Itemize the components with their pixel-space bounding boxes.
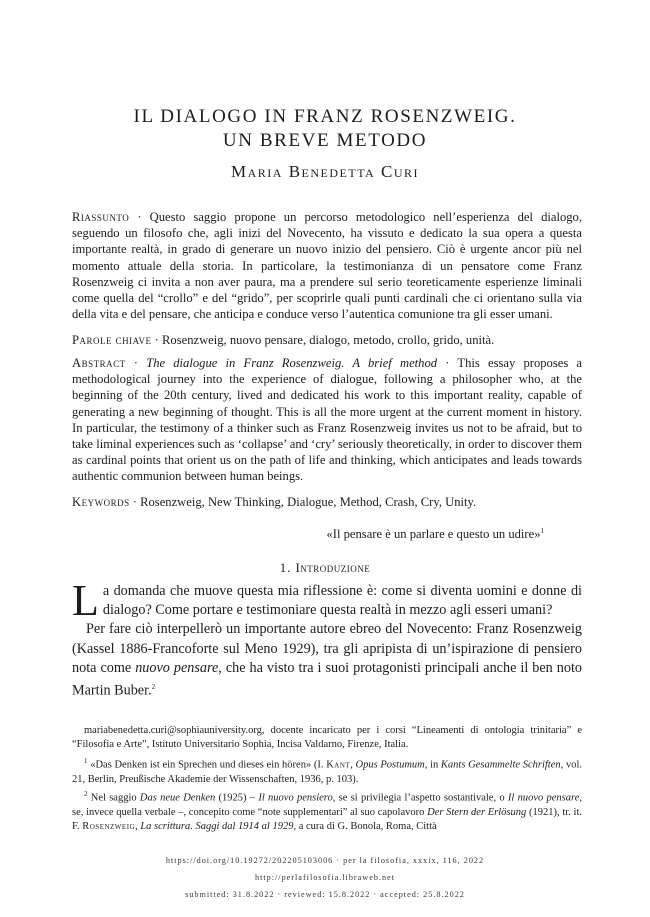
body-p2-part-b: , che ha visto tra i suoi protagonisti principali anche il ben noto Martin Buber. (72, 659, 582, 699)
footnote-2-text-g: , a cura di G. Bonola, Roma, Città (293, 821, 437, 833)
footnote-2-work-2: Il nuovo pensiero (258, 792, 333, 804)
body-p1-text: a domanda che muove questa mia riflessione è: come si diventa uomini e donne di dialogo? Come portare e testimoniare questa realtà in mezzo agli esseri umani? (102, 583, 582, 619)
footnote-2-text-c: , se si privilegia l’aspetto sostantivale, o (332, 792, 508, 804)
keywords-text: Rosenzweig, New Thinking, Dialogue, Method, Crash, Cry, Unity. (140, 495, 477, 509)
section-heading (0, 561, 650, 576)
footnote-1 (72, 754, 582, 787)
abstract-text: This essay proposes a methodological journey into the experience of dialogue, following a philosopher who, at the beginning of the 20th century, lived and dedicated his work to this important reality, capable of generating a new beginning of thought. This is all the more urgent at the current moment in history. In particular, the testimony of a thinker such as Franz Rosenzweig invites us not to be afraid, but to take liminal experiences such as ‘collapse’ and ‘cry’ seriously theoretically, in order to discover them as cardinal points that orient us on the path of life and thinking, which anticipates and leads towards authentic communion between human beings. (72, 356, 582, 484)
body-paragraph-2 (72, 620, 582, 701)
section-number: 1. (279, 561, 292, 575)
title-line-2: UN BREVE METODO (222, 130, 428, 151)
footnote-2-work-1: Das neue Denken (139, 792, 216, 804)
riassunto-label: Riassunto (72, 210, 130, 224)
footnote-1-text-d: , vol. 21, Berlin, Preußische Akademie der Wissenschaften, 1936, p. 103). (72, 759, 583, 786)
footnote-1-number: 1 (84, 757, 88, 766)
footnote-ref-1[interactable]: 1 (540, 527, 544, 535)
footnote-1-series: Kants Gesammelte Schriften (440, 759, 561, 771)
footnote-2-text-a: Nel saggio (90, 792, 140, 804)
footnote-1-text-a: «Das Denken ist ein Sprechen und dieses ein hören» (I. (90, 759, 327, 771)
footer-doi[interactable]: https://doi.org/10.19272/202205103006 · per la filosofia, xxxix, 116, 2022 (165, 856, 485, 865)
section-title: Introduzione (295, 561, 371, 575)
footnote-2-text-b: (1925) – (215, 792, 259, 804)
epigraph-text: «Il pensare è un parlare e questo un udire» (326, 527, 541, 542)
footnote-2-text-e: (1921), tr. it. F. (72, 807, 582, 833)
parole-chiave-label: Parole chiave (72, 333, 152, 347)
footnote-2-author: Rosenzweig (82, 821, 136, 833)
title-line-1: IL DIALOGO IN FRANZ ROSENZWEIG. (133, 106, 517, 127)
body-p2-part-a: Per fare ciò interpellerò un importante autore ebreo del Novecento: Franz Rosenzweig (Kassel 1886-Francoforte sul Meno 1929), tra gli apripista di un’ispirazione di pensiero nota come (72, 621, 582, 676)
footer-url[interactable]: http://perlafilosofia.libraweb.net (255, 873, 395, 882)
keywords-block: Keywords · Rosenzweig, New Thinking, Dialogue, Method, Crash, Cry, Unity. (72, 495, 477, 509)
footnote-2-text-d: , se, invece quella verbale –, concepito come “note supplementari” al suo capolavoro (72, 792, 582, 819)
footnote-2-work-4: Der Stern der Erlösung (427, 807, 527, 819)
footnote-1-text-b: , (350, 759, 356, 771)
footnote-2-work-5: La scrittura. Saggi dal 1914 al 1929 (140, 821, 294, 833)
footnotes (72, 724, 582, 834)
paper-title (0, 105, 650, 153)
body-text (72, 576, 582, 701)
footnote-2-text-f: , (135, 821, 141, 833)
footer-dates: submitted: 31.8.2022 · reviewed: 15.8.2022 · accepted: 25.8.2022 (185, 890, 465, 899)
parole-chiave-block: Parole chiave · Rosenzweig, nuovo pensare, dialogo, metodo, crollo, grido, unità. (72, 333, 495, 347)
abstract-title: The dialogue in Franz Rosenzweig. A brief method (146, 356, 438, 370)
drop-cap: L (72, 576, 99, 625)
footnote-2-number: 2 (84, 790, 88, 799)
abstract-label: Abstract (72, 356, 126, 370)
keywords-label: Keywords (72, 495, 130, 509)
body-p2-italic: nuovo pensare (135, 659, 219, 676)
footnote-2-work-3: Il nuovo pensare (507, 792, 580, 804)
footnote-1-author: Kant (326, 759, 351, 771)
parole-chiave-text: Rosenzweig, nuovo pensare, dialogo, metodo, crollo, grido, unità. (162, 333, 495, 347)
footnote-ref-2[interactable]: 2 (151, 683, 156, 692)
body-paragraph-1 (72, 576, 582, 625)
footnote-2 (72, 787, 582, 834)
footnote-1-work: Opus Postumum (355, 759, 425, 771)
footnote-1-text-c: , in (424, 759, 441, 771)
riassunto-block: Riassunto · Questo saggio propone un percorso metodologico nell’esperienza del dialogo, seguendo un filosofo che, agli inizi del Novecento, ha vissuto e dedicato la sua opera a questa importante realtà, in grado di generare un nuovo inizio del pensiero. Ciò è urgente ancor più nel momento attuale della storia. In particolare, la testimonianza di un pensatore come Franz Rosenzweig ci invita a non aver paura, ma a prendere sul serio teoreticamente esperienze liminali come quella del “crollo” e del “grido”, per scoprirle quali punti cardinali che ci orientano sulla via della vita e del pensare, che anticipa e conduce verso l’autentica comunione tra gli esser umani. (72, 210, 582, 322)
author-name: Maria Benedetta Curi (231, 162, 419, 181)
abstract-block: Abstract · The dialogue in Franz Rosenzweig. A brief method · This essay proposes a methodological journey into the experience of dialogue, following a philosopher who, at the beginning of the 20th century, lived and dedicated his work to this important reality, capable of generating a new beginning of thought. This is all the more urgent at the current moment in history. In particular, the testimony of a thinker such as Franz Rosenzweig invites us not to be afraid, but to take liminal experiences such as ‘collapse’ and ‘cry’ seriously theoretically, in order to discover them as cardinal points that orient us on the path of life and thinking, which anticipates and leads towards authentic communion between human beings. (72, 356, 582, 484)
affiliation-note: mariabenedetta.curi@sophiauniversity.org, docente incaricato per i corsi “Lineamenti di ontologia trinitaria” e “Filosofia e Arte”, Istituto Universitario Sophia, Incisa Valdarno, Firenze, Italia. (72, 725, 582, 751)
epigraph (326, 527, 544, 542)
riassunto-text: Questo saggio propone un percorso metodologico nell’esperienza del dialogo, seguendo un filosofo che, agli inizi del Novecento, ha vissuto e dedicato la sua opera a questa importante realtà, in grado di generare un nuovo inizio del pensiero. Ciò è urgente ancor più nel momento attuale della storia. In particolare, la testimonianza di un pensatore come Franz Rosenzweig ci invita a non aver paura, ma a prendere sul serio teoreticamente esperienze liminali come quella del “crollo” e del “grido”, per scoprirle quali punti cardinali che ci orientano sulla via della vita e del pensare, che anticipa e conduce verso l’autentica comunione tra gli esser umani. (72, 210, 582, 322)
